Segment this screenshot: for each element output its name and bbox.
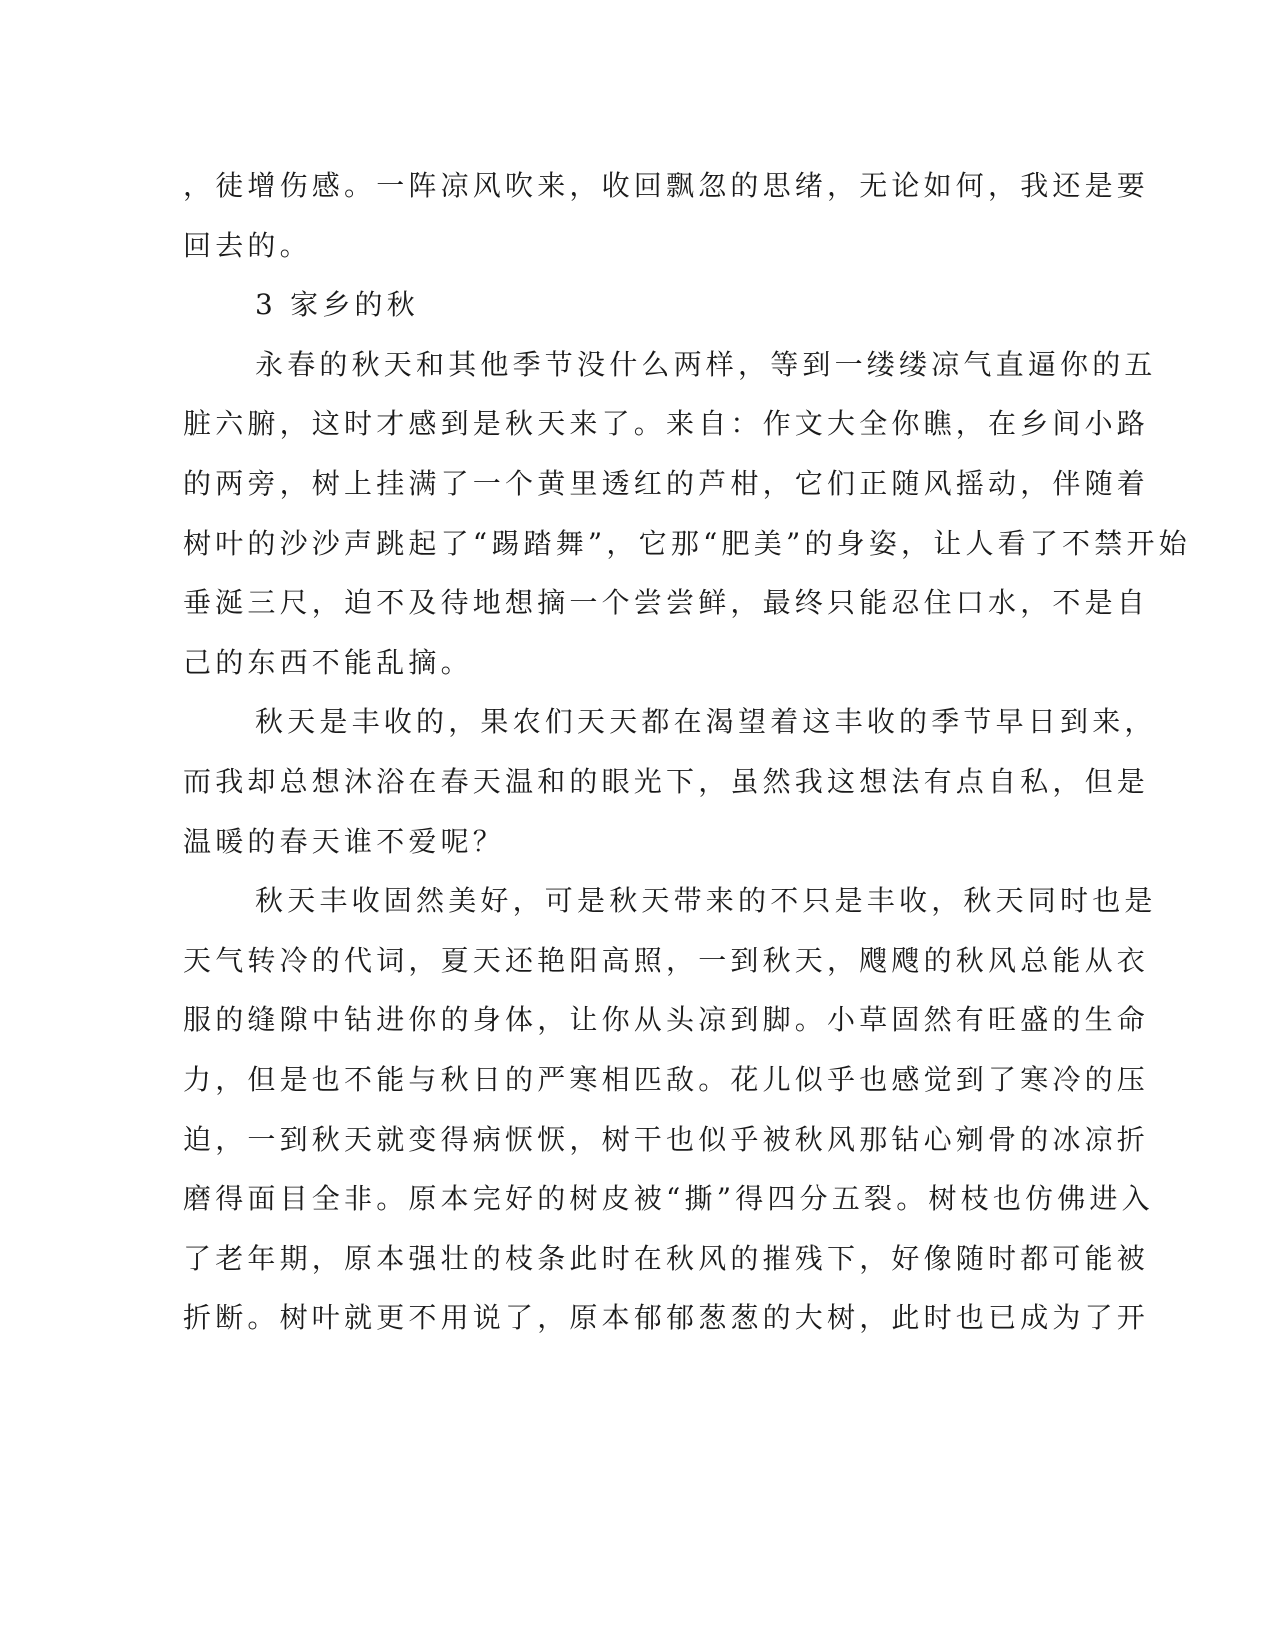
- text-line: 脏六腑，这时才感到是秋天来了。来自：作文大全你瞧，在乡间小路: [183, 407, 1150, 441]
- text-line: 折断。树叶就更不用说了，原本郁郁葱葱的大树，此时也已成为了开: [183, 1301, 1150, 1335]
- text-line: 迫，一到秋天就变得病恹恹，树干也似乎被秋风那钻心剜骨的冰凉折: [183, 1122, 1150, 1156]
- text-line: 秋天丰收固然美好，可是秋天带来的不只是丰收，秋天同时也是: [255, 884, 1157, 918]
- text-line: 己的东西不能乱摘。: [183, 645, 473, 679]
- text-line: 树叶的沙沙声跳起了“踢踏舞”，它那“肥美”的身姿，让人看了不禁开始: [183, 526, 1191, 560]
- text-line: 永春的秋天和其他季节没什么两样，等到一缕缕凉气直逼你的五: [255, 347, 1157, 381]
- text-line: 温暖的春天谁不爱呢？: [183, 824, 506, 858]
- text-line: ，徒增伤感。一阵凉风吹来，收回飘忽的思绪，无论如何，我还是要: [183, 169, 1150, 202]
- text-line: 磨得面目全非。原本完好的树皮被“撕”得四分五裂。树枝也仿佛进入: [183, 1182, 1154, 1216]
- essay-body: [183, 156, 1191, 1348]
- text-line: 垂涎三尺，迫不及待地想摘一个尝尝鲜，最终只能忍住口水，不是自: [183, 586, 1150, 620]
- text-line: 秋天是丰收的，果农们天天都在渴望着这丰收的季节早日到来，: [255, 705, 1157, 739]
- text-line: 回去的。: [183, 228, 312, 262]
- text-line: 服的缝隙中钻进你的身体，让你从头凉到脚。小草固然有旺盛的生命: [183, 1003, 1150, 1037]
- section-heading: 3 家乡的秋: [255, 288, 419, 322]
- text-line: 而我却总想沐浴在春天温和的眼光下，虽然我这想法有点自私，但是: [183, 764, 1150, 798]
- text-line: 力，但是也不能与秋日的严寒相匹敌。花儿似乎也感觉到了寒冷的压: [183, 1062, 1150, 1096]
- text-line: 的两旁，树上挂满了一个黄里透红的芦柑，它们正随风摇动，伴随着: [183, 466, 1150, 500]
- text-line: 天气转冷的代词，夏天还艳阳高照，一到秋天，飕飕的秋风总能从衣: [183, 943, 1150, 977]
- text-line: 了老年期，原本强壮的枝条此时在秋风的摧残下，好像随时都可能被: [183, 1241, 1150, 1275]
